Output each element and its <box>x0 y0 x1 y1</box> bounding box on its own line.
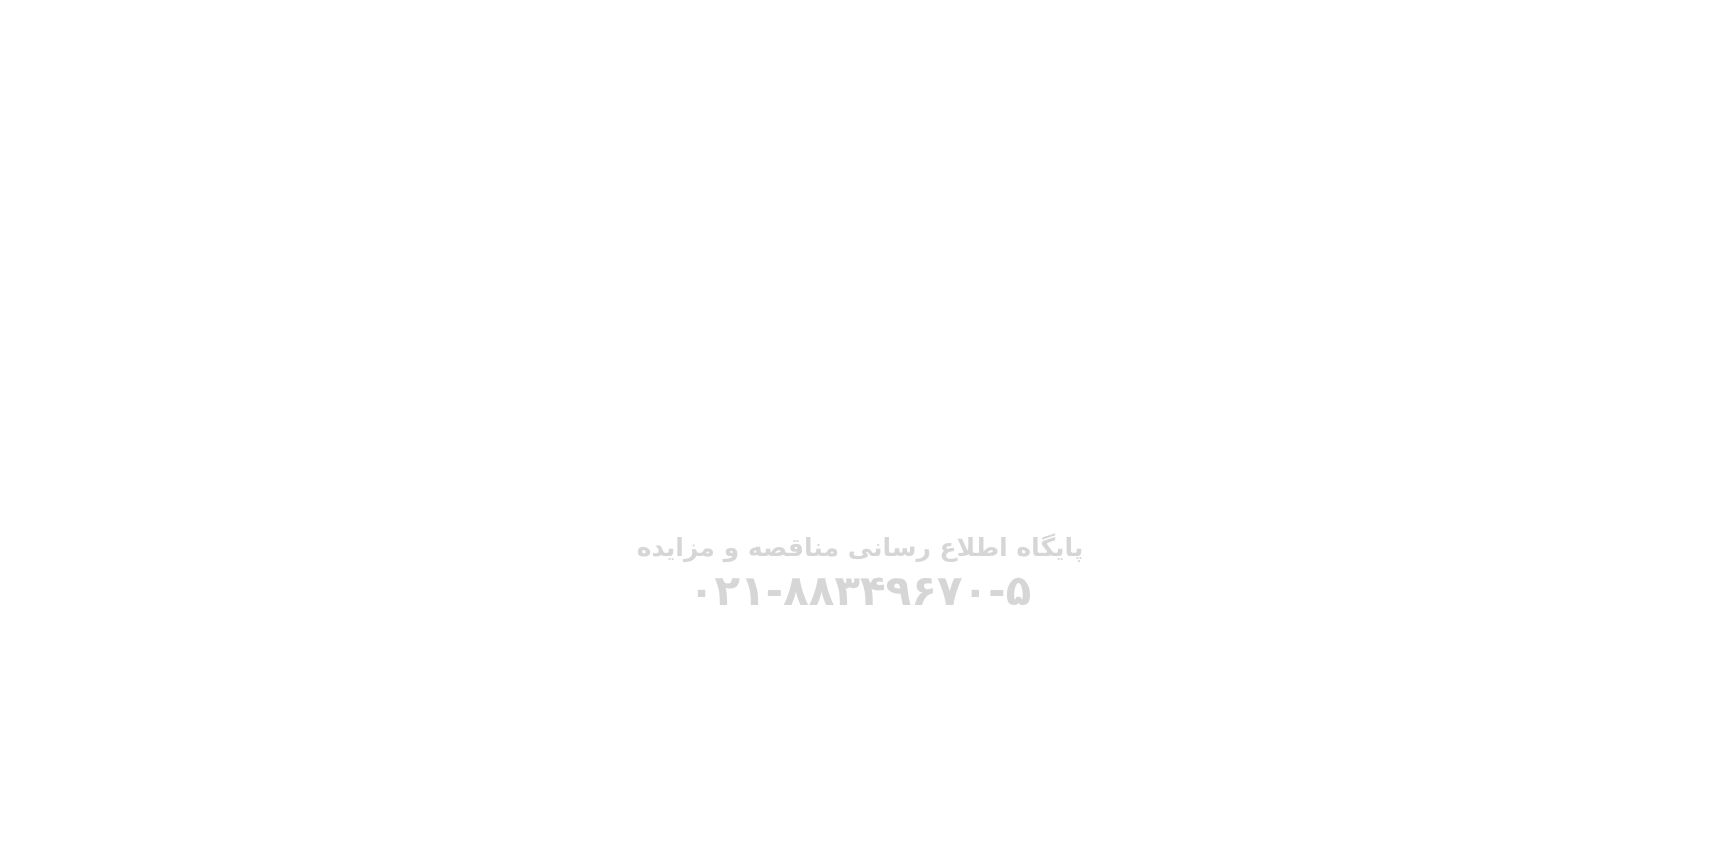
watermark-site-name: پایگاه اطلاع رسانی مناقصه و مزایده <box>636 533 1084 562</box>
watermark-phone: ۰۲۱-۸۸۳۴۹۶۷۰-۵ <box>688 566 1032 615</box>
